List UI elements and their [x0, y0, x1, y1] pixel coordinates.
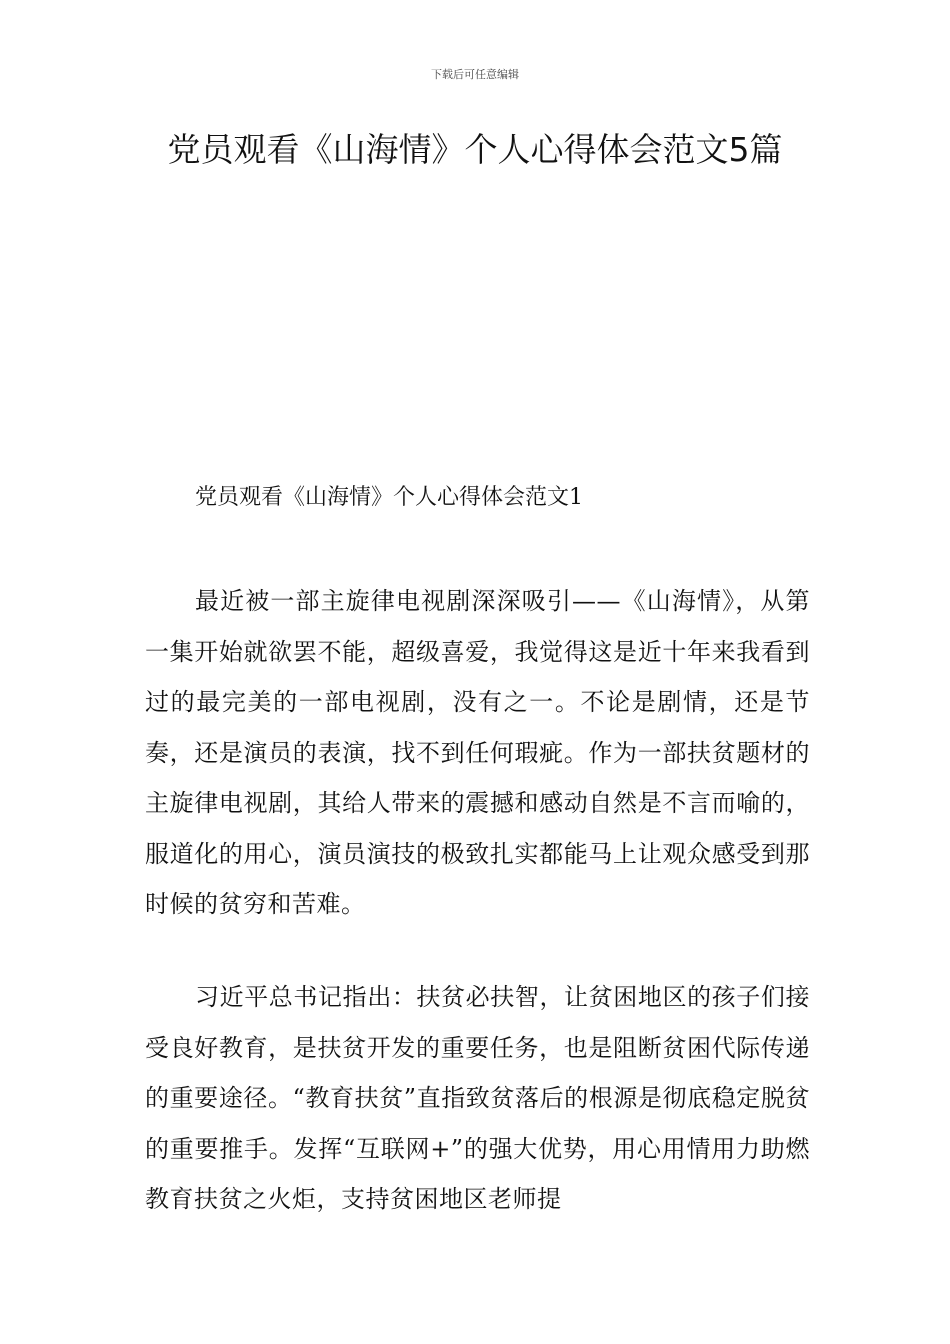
document-title: 党员观看《山海情》个人心得体会范文5篇	[167, 130, 783, 169]
paragraph-2: 习近平总书记指出：扶贫必扶智，让贫困地区的孩子们接受良好教育，是扶贫开发的重要任务，也是阻断贫困代际传递的重要途径。“教育扶贫”直指致贫落后的根源是彻底稳定脱贫的重要推手。发挥“互联网+”的强大优势，用心用情用力助燃教育扶贫之火炬，支持贫困地区老师提	[145, 983, 810, 1213]
header-note: 下载后可任意编辑	[431, 68, 519, 81]
paragraph-1: 最近被一部主旋律电视剧深深吸引——《山海情》，从第一集开始就欲罢不能，超级喜爱，我觉得这是近十年来我看到过的最完美的一部电视剧，没有之一。不论是剧情，还是节奏，还是演员的表演，找不到任何瑕疵。作为一部扶贫题材的主旋律电视剧，其给人带来的震撼和感动自然是不言而喻的，服道化的用心，演员演技的极致扎实都能马上让观众感受到那时候的贫穷和苦难。	[145, 587, 810, 918]
section-heading: 党员观看《山海情》个人心得体会范文1	[195, 485, 583, 510]
